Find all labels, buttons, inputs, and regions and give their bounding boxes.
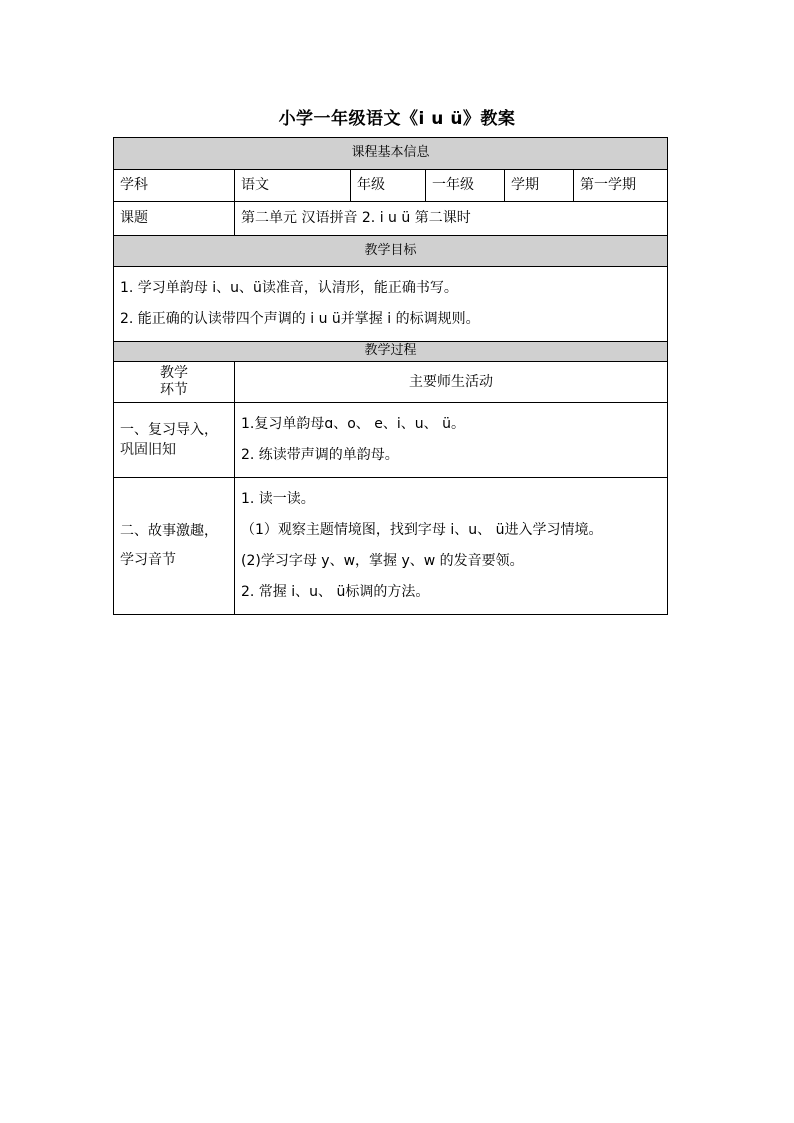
goals-cell <box>114 267 668 342</box>
basic-info-row <box>114 170 668 202</box>
stage-name-line: 巩固旧知 <box>120 442 176 458</box>
activity-line: 2. 练读带声调的单韵母。 <box>241 447 399 463</box>
stage-activities <box>235 478 668 615</box>
goals-row <box>114 267 668 342</box>
stage-row <box>114 478 668 615</box>
stage-column-line: 教学 <box>160 364 188 381</box>
stage-column-line: 环节 <box>160 382 188 398</box>
stage-name <box>114 403 235 478</box>
term-label: 学期 <box>505 170 574 202</box>
stage-name-line: 一、复习导入， <box>120 421 218 438</box>
activity-line: 2. 常握 i、u、 ü标调的方法。 <box>241 584 430 600</box>
activity-line: （1）观察主题情境图，找到字母 i、u、 ü进入学习情境。 <box>241 522 603 538</box>
stage-name-line: 学习音节 <box>120 552 176 568</box>
activity-line: 1. 读一读。 <box>241 491 315 507</box>
topic-value: 第二单元 汉语拼音 2. i u ü 第二课时 <box>235 202 668 236</box>
stage-activities <box>235 403 668 478</box>
goal-item: 2. 能正确的认读带四个声调的 i u ü并掌握 i 的标调规则。 <box>120 311 480 327</box>
document-title: 小学一年级语文《i u ü》教案 <box>278 109 516 129</box>
process-column-row <box>114 362 668 403</box>
basic-info-header: 课程基本信息 <box>114 138 668 170</box>
stage-column-header <box>114 362 235 403</box>
activity-column-header: 主要师生活动 <box>235 362 668 403</box>
goal-item: 1. 学习单韵母 i、u、ü读准音，认清形，能正确书写。 <box>120 280 458 296</box>
term-value: 第一学期 <box>574 170 668 202</box>
process-header-row <box>114 342 668 362</box>
activity-line: 1.复习单韵母ɑ、o、 e、i、u、 ü。 <box>241 416 465 432</box>
stage-name <box>114 478 235 615</box>
subject-label: 学科 <box>114 170 235 202</box>
subject-value: 语文 <box>235 170 351 202</box>
grade-label: 年级 <box>351 170 426 202</box>
grade-value: 一年级 <box>426 170 505 202</box>
goals-header: 教学目标 <box>114 236 668 267</box>
process-header: 教学过程 <box>114 342 668 362</box>
stage-name-line: 二、故事激趣， <box>120 522 218 539</box>
lesson-plan-table <box>113 137 668 615</box>
activity-line: (2)学习字母 y、w，掌握 y、w 的发音要领。 <box>241 553 524 569</box>
topic-row <box>114 202 668 236</box>
topic-label: 课题 <box>114 202 235 236</box>
basic-info-header-row <box>114 138 668 170</box>
goals-header-row <box>114 236 668 267</box>
stage-row <box>114 403 668 478</box>
